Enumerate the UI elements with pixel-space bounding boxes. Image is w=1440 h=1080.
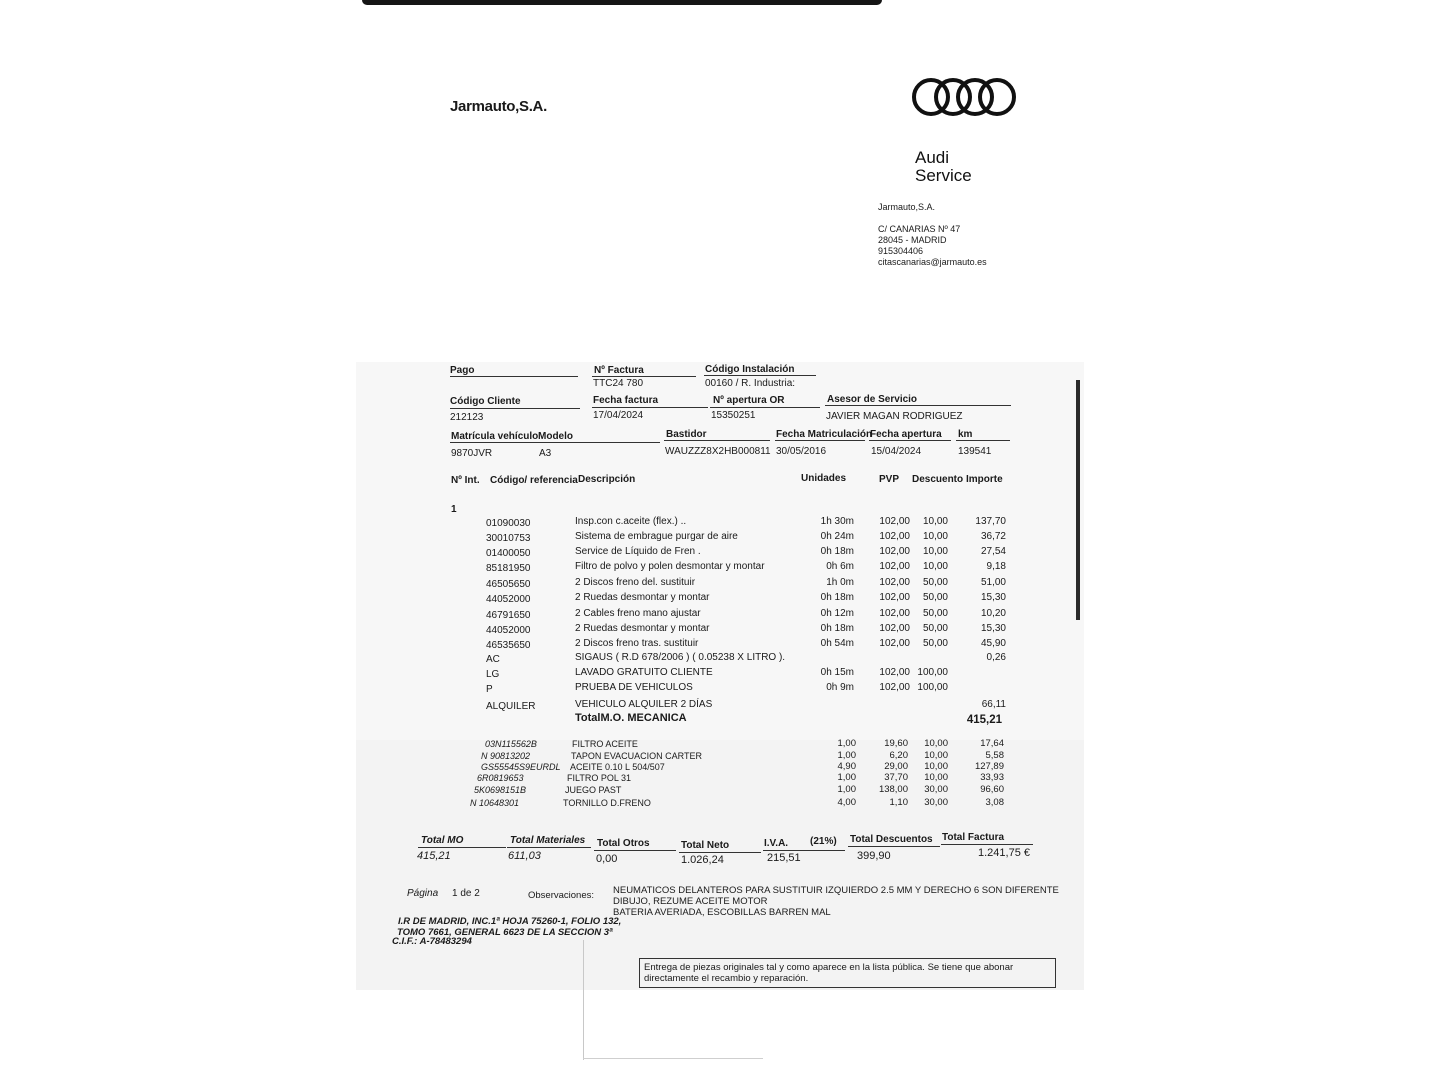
labor-amount: 27,54 <box>980 546 1006 557</box>
labor-code: 46535650 <box>486 640 531 651</box>
observaciones-line-2: DIBUJO, REZUME ACEITE MOTOR <box>613 896 768 907</box>
part-amount: 127,89 <box>974 761 1004 772</box>
labor-pvp: 102,00 <box>879 516 910 527</box>
labor-disc: 50,00 <box>922 592 948 603</box>
labor-units: 0h 6m <box>826 561 854 572</box>
iva-label: I.V.A. <box>764 838 789 849</box>
total-otros-label: Total Otros <box>597 838 650 849</box>
labor-total-label: TotalM.O. MECANICA <box>575 712 687 724</box>
labor-units: 0h 54m <box>820 638 854 649</box>
labor-pvp: 102,00 <box>879 623 910 634</box>
fecha-apertura-value: 15/04/2024 <box>871 446 922 457</box>
part-pvp: 138,00 <box>878 784 908 795</box>
factura-label: Nº Factura <box>594 365 644 376</box>
part-units: 1,00 <box>837 772 856 783</box>
labor-desc: 2 Discos freno tras. sustituir <box>575 638 699 649</box>
labor-code: 44052000 <box>486 594 531 605</box>
labor-amount: 0,26 <box>986 652 1006 663</box>
labor-units: 0h 18m <box>820 592 854 603</box>
cliente-value: 212123 <box>450 412 484 423</box>
labor-desc: 2 Discos freno del. sustituir <box>575 577 696 588</box>
part-disc: 30,00 <box>924 784 948 795</box>
part-amount: 33,93 <box>980 772 1004 783</box>
km-label: km <box>958 429 973 440</box>
attached-slip-edge <box>583 940 588 1060</box>
labor-disc: 50,00 <box>922 638 948 649</box>
matricula-label: Matrícula vehículo <box>451 431 539 442</box>
labor-units: 1h 30m <box>820 516 854 527</box>
labor-pvp: 102,00 <box>879 682 910 693</box>
registry-line-1: I.R DE MADRID, INC.1ª HOJA 75260-1, FOLIO 132, <box>398 916 622 927</box>
part-code: N 10648301 <box>470 798 520 808</box>
part-amount: 5,58 <box>985 750 1004 761</box>
total-materiales-label: Total Materiales <box>510 835 586 846</box>
instalacion-value: 00160 / R. Industria: <box>705 378 796 389</box>
labor-disc: 10,00 <box>922 561 948 572</box>
labor-desc: 2 Ruedas desmontar y montar <box>575 623 710 634</box>
labor-code: ALQUILER <box>486 701 536 712</box>
labor-amount: 51,00 <box>980 577 1006 588</box>
labor-pvp: 102,00 <box>879 667 910 678</box>
labor-code: 44052000 <box>486 625 531 636</box>
pago-label: Pago <box>450 365 475 376</box>
observaciones-label: Observaciones: <box>528 890 595 901</box>
instalacion-label: Código Instalación <box>705 364 795 375</box>
labor-disc: 100,00 <box>917 682 948 693</box>
labor-total-value: 415,21 <box>966 714 1002 726</box>
km-value: 139541 <box>958 446 992 457</box>
factura-value: TTC24 780 <box>593 378 644 389</box>
labor-desc: PRUEBA DE VEHICULOS <box>575 682 693 693</box>
total-otros-value: 0,00 <box>596 853 618 865</box>
labor-code: 01090030 <box>486 518 531 529</box>
total-neto-label: Total Neto <box>681 840 730 851</box>
part-code: 03N115562B <box>485 739 537 749</box>
iva-percentage: (21%) <box>810 836 837 847</box>
labor-code: 30010753 <box>486 533 531 544</box>
total-factura-value: 1.241,75 € <box>978 847 1030 859</box>
labor-units: 0h 9m <box>826 682 854 693</box>
labor-units: 0h 15m <box>820 667 854 678</box>
part-amount: 17,64 <box>980 738 1004 749</box>
bastidor-label: Bastidor <box>666 429 707 440</box>
labor-code: 46791650 <box>486 610 531 621</box>
fecha-factura-value: 17/04/2024 <box>593 410 644 421</box>
part-pvp: 1,10 <box>889 797 908 808</box>
iva-value: 215,51 <box>767 852 801 864</box>
matricula-value: 9870JVR <box>451 448 493 459</box>
fecha-factura-label: Fecha factura <box>593 395 659 406</box>
header-codigo: Código/ referencia <box>490 475 578 486</box>
part-pvp: 19,60 <box>884 738 908 749</box>
labor-desc: Filtro de polvo y polen desmontar y montar <box>575 561 765 572</box>
labor-code: P <box>486 684 493 695</box>
pagina-value: 1 de 2 <box>452 888 480 899</box>
part-desc: TORNILLO D.FRENO <box>563 798 651 808</box>
labor-desc: 2 Cables freno mano ajustar <box>575 608 701 619</box>
address-phone: 915304406 <box>878 246 924 256</box>
header-nint: Nº Int. <box>451 475 480 486</box>
labor-amount: 15,30 <box>980 623 1006 634</box>
labor-code: LG <box>486 669 500 680</box>
labor-amount: 36,72 <box>980 531 1006 542</box>
labor-pvp: 102,00 <box>879 592 910 603</box>
labor-disc: 50,00 <box>922 608 948 619</box>
asesor-value: JAVIER MAGAN RODRIGUEZ <box>826 411 963 422</box>
attached-slip-bottom <box>583 1058 763 1059</box>
part-pvp: 29,00 <box>884 761 908 772</box>
part-units: 4,00 <box>837 797 856 808</box>
fecha-matric-value: 30/05/2016 <box>776 446 827 457</box>
total-descuentos-value: 399,90 <box>857 850 891 862</box>
labor-units: 0h 12m <box>820 608 854 619</box>
address-name: Jarmauto,S.A. <box>878 202 936 212</box>
labor-disc: 50,00 <box>922 623 948 634</box>
labor-desc: LAVADO GRATUITO CLIENTE <box>575 667 713 678</box>
address-email: citascanarias@jarmauto.es <box>878 257 987 267</box>
asesor-label: Asesor de Servicio <box>827 394 918 405</box>
labor-amount: 45,90 <box>980 638 1006 649</box>
labor-desc: Insp.con c.aceite (flex.) .. <box>575 516 687 527</box>
part-units: 1,00 <box>837 738 856 749</box>
audi-rings-logo <box>911 77 1019 117</box>
address-city: 28045 - MADRID <box>878 235 947 245</box>
part-units: 1,00 <box>837 784 856 795</box>
labor-amount: 15,30 <box>980 592 1006 603</box>
part-disc: 10,00 <box>924 761 948 772</box>
observaciones-line-3: BATERIA AVERIADA, ESCOBILLAS BARREN MAL <box>613 907 831 918</box>
header-importe: Importe <box>966 474 1003 485</box>
total-mo-label: Total MO <box>421 835 464 846</box>
apertura-or-value: 15350251 <box>711 410 756 421</box>
part-code: GS55545S9EURDL <box>481 762 561 772</box>
labor-disc: 100,00 <box>917 667 948 678</box>
total-materiales-value: 611,03 <box>508 850 541 862</box>
labor-units: 1h 0m <box>826 577 854 588</box>
part-disc: 10,00 <box>924 738 948 749</box>
fecha-apertura-label: Fecha apertura <box>870 429 942 440</box>
address-street: C/ CANARIAS Nº 47 <box>878 224 961 234</box>
labor-pvp: 102,00 <box>879 638 910 649</box>
labor-disc: 50,00 <box>922 577 948 588</box>
pagina-label: Página <box>407 888 439 899</box>
labor-code: 01400050 <box>486 548 531 559</box>
part-disc: 10,00 <box>924 750 948 761</box>
part-desc: JUEGO PAST <box>565 785 622 795</box>
part-desc: ACEITE 0.10 L 504/507 <box>570 762 665 772</box>
registry-line-2: TOMO 7661, GENERAL 6623 DE LA SECCION 3ª <box>397 927 613 938</box>
part-code: 6R0819653 <box>477 773 524 783</box>
header-pvp: PVP <box>879 474 900 485</box>
labor-pvp: 102,00 <box>879 577 910 588</box>
part-units: 1,00 <box>837 750 856 761</box>
labor-code: 85181950 <box>486 563 531 574</box>
total-mo-value: 415,21 <box>417 850 451 862</box>
registry-line-3: C.I.F.: A-78483294 <box>392 936 472 947</box>
group-number: 1 <box>451 504 457 515</box>
labor-pvp: 102,00 <box>879 531 910 542</box>
labor-amount: 137,70 <box>975 516 1006 527</box>
total-descuentos-label: Total Descuentos <box>850 834 933 845</box>
labor-desc: Service de Líquido de Fren . <box>575 546 701 557</box>
labor-desc: VEHICULO ALQUILER 2 DÍAS <box>575 699 713 710</box>
labor-amount: 66,11 <box>981 699 1006 710</box>
part-amount: 96,60 <box>980 784 1004 795</box>
labor-code: AC <box>486 654 500 665</box>
brand-service: Service <box>915 166 972 185</box>
apertura-or-label: Nº apertura OR <box>713 395 785 406</box>
part-desc: FILTRO ACEITE <box>572 739 638 749</box>
labor-disc: 10,00 <box>922 546 948 557</box>
part-code: 5K0698151B <box>474 785 527 795</box>
labor-amount: 9,18 <box>986 561 1006 572</box>
part-pvp: 37,70 <box>884 772 908 783</box>
modelo-label: Modelo <box>538 431 573 442</box>
scan-edge-bar <box>1076 380 1080 620</box>
labor-desc: SIGAUS ( R.D 678/2006 ) ( 0.05238 X LITRO ). <box>575 652 786 663</box>
labor-units: 0h 24m <box>820 531 854 542</box>
part-units: 4,90 <box>837 761 856 772</box>
part-desc: TAPON EVACUACION CARTER <box>571 751 703 761</box>
labor-pvp: 102,00 <box>879 608 910 619</box>
labor-amount: 10,20 <box>980 608 1006 619</box>
fecha-matric-label: Fecha Matriculación <box>776 429 873 440</box>
part-amount: 3,08 <box>985 797 1004 808</box>
part-code: N 90813202 <box>481 751 531 761</box>
delivery-note: Entrega de piezas originales tal y como aparece en la lista pública. Se tiene que abonar directamente el recambio y reparación. <box>639 958 1056 988</box>
labor-desc: 2 Ruedas desmontar y montar <box>575 592 710 603</box>
header-descripcion: Descripción <box>578 474 636 485</box>
labor-units: 0h 18m <box>820 546 854 557</box>
header-descuento: Descuento <box>912 474 964 485</box>
header-unidades: Unidades <box>801 473 847 484</box>
labor-desc: Sistema de embrague purgar de aire <box>575 531 738 542</box>
brand-audi: Audi <box>915 148 950 167</box>
observaciones-line-1: NEUMATICOS DELANTEROS PARA SUSTITUIR IZQUIERDO 2.5 MM Y DERECHO 6 SON DIFERENTE <box>613 885 1059 896</box>
labor-units: 0h 18m <box>820 623 854 634</box>
labor-pvp: 102,00 <box>879 561 910 572</box>
labor-pvp: 102,00 <box>879 546 910 557</box>
labor-disc: 10,00 <box>922 516 948 527</box>
labor-code: 46505650 <box>486 579 531 590</box>
company-name: Jarmauto,S.A. <box>450 98 547 115</box>
total-factura-label: Total Factura <box>942 832 1005 843</box>
part-pvp: 6,20 <box>889 750 908 761</box>
bastidor-value: WAUZZZ8X2HB000811 <box>665 446 771 457</box>
part-disc: 10,00 <box>924 772 948 783</box>
total-neto-value: 1.026,24 <box>681 854 724 866</box>
part-desc: FILTRO POL 31 <box>567 773 632 783</box>
modelo-value: A3 <box>539 448 552 459</box>
part-disc: 30,00 <box>924 797 948 808</box>
scan-top-edge <box>362 0 882 5</box>
cliente-label: Código Cliente <box>450 396 521 407</box>
labor-disc: 10,00 <box>922 531 948 542</box>
